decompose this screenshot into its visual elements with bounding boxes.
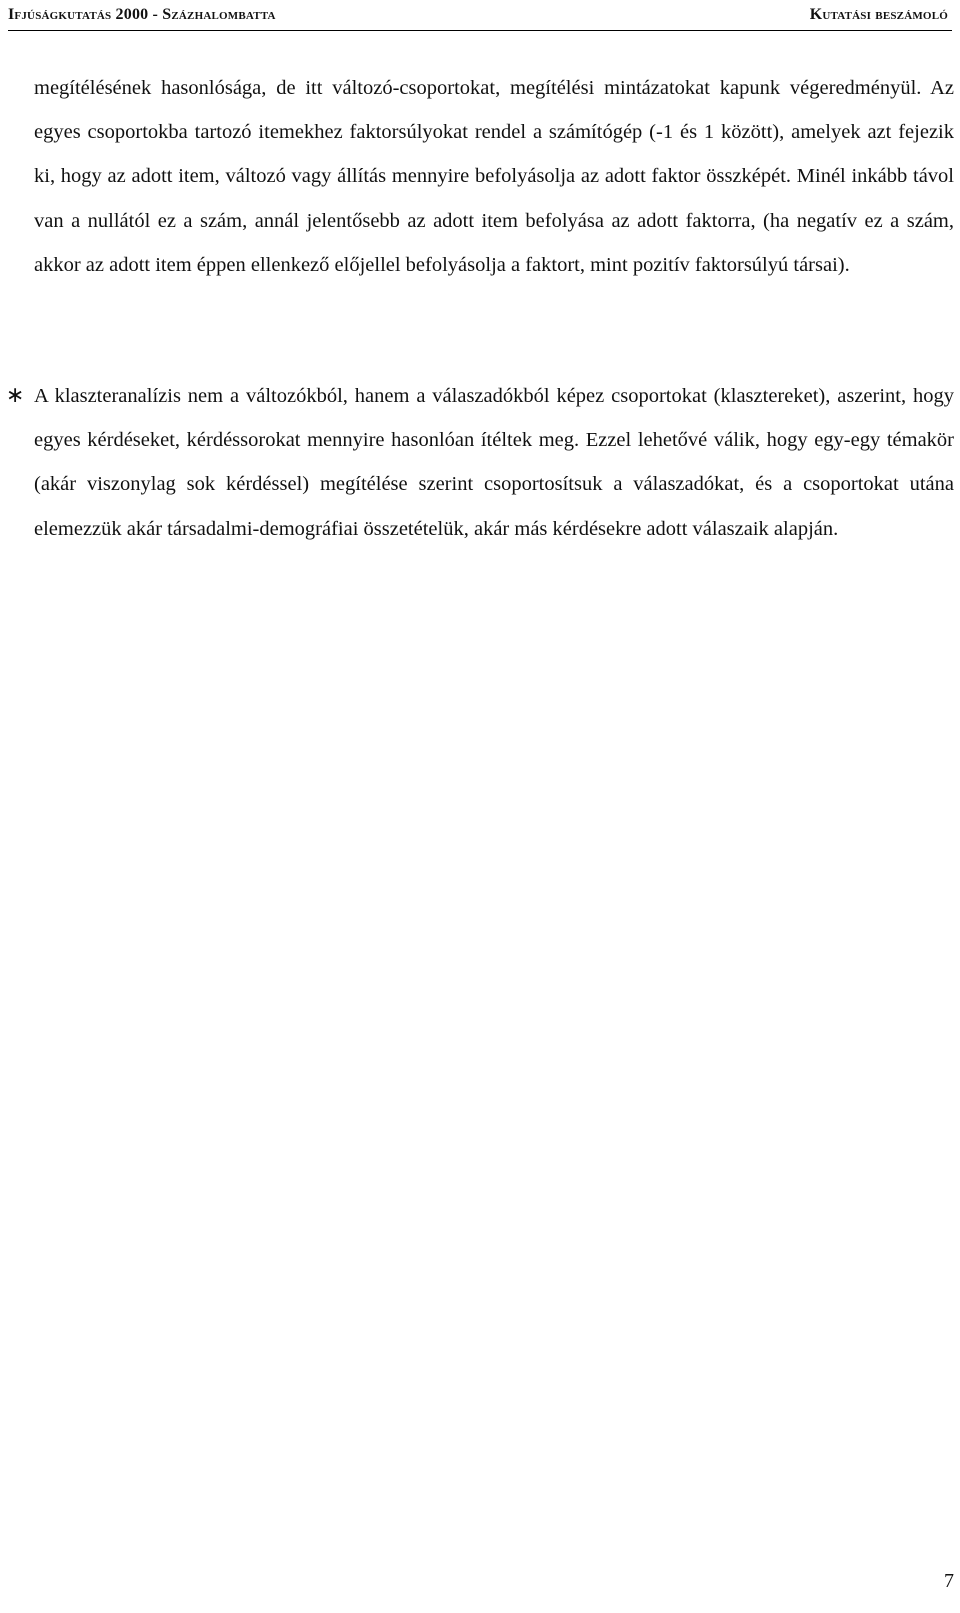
header-section-title: Kutatási beszámoló [809,6,948,23]
header-title: Ifjúságkutatás 2000 - Százhalombatta [8,6,276,23]
paragraph-cluster-analysis: A klaszteranalízis nem a változókból, hanem a válaszadókból képez csoportokat (klasztereket), aszerint, hogy egyes kérdéseket, kérdéssorokat mennyire hasonlóan ítéltek meg. Ezzel lehetővé válik, hogy egy-egy témakör (akár viszonylag sok kérdéssel) megítélése szerint csoportosítsuk a válaszadókat, és a csoportokat utána elemezzük akár társadalmi-demográfiai összetételük, akár más kérdésekre adott válaszaik alapján. [34,385,954,540]
page-header [8,4,952,31]
page-number: 7 [944,1570,954,1592]
paragraph-factor-analysis: megítélésének hasonlósága, de itt változó-csoportokat, megítélési mintázatokat kapunk végeredményül. Az egyes csoportokba tartozó itemekhez faktorsúlyokat rendel a számítógép (-1 és 1 között), amelyek azt fejezik ki, hogy az adott item, változó vagy állítás mennyire befolyásolja az adott faktor összképét. Minél inkább távol van a nullától ez a szám, annál jelentősebb az adott item befolyása az adott faktorra, (ha negatív ez a szám, akkor az adott item éppen ellenkező előjellel befolyásolja a faktort, mint pozitív faktorsúlyú társai). [34,77,954,276]
bullet-marker: ∗ [6,383,25,408]
